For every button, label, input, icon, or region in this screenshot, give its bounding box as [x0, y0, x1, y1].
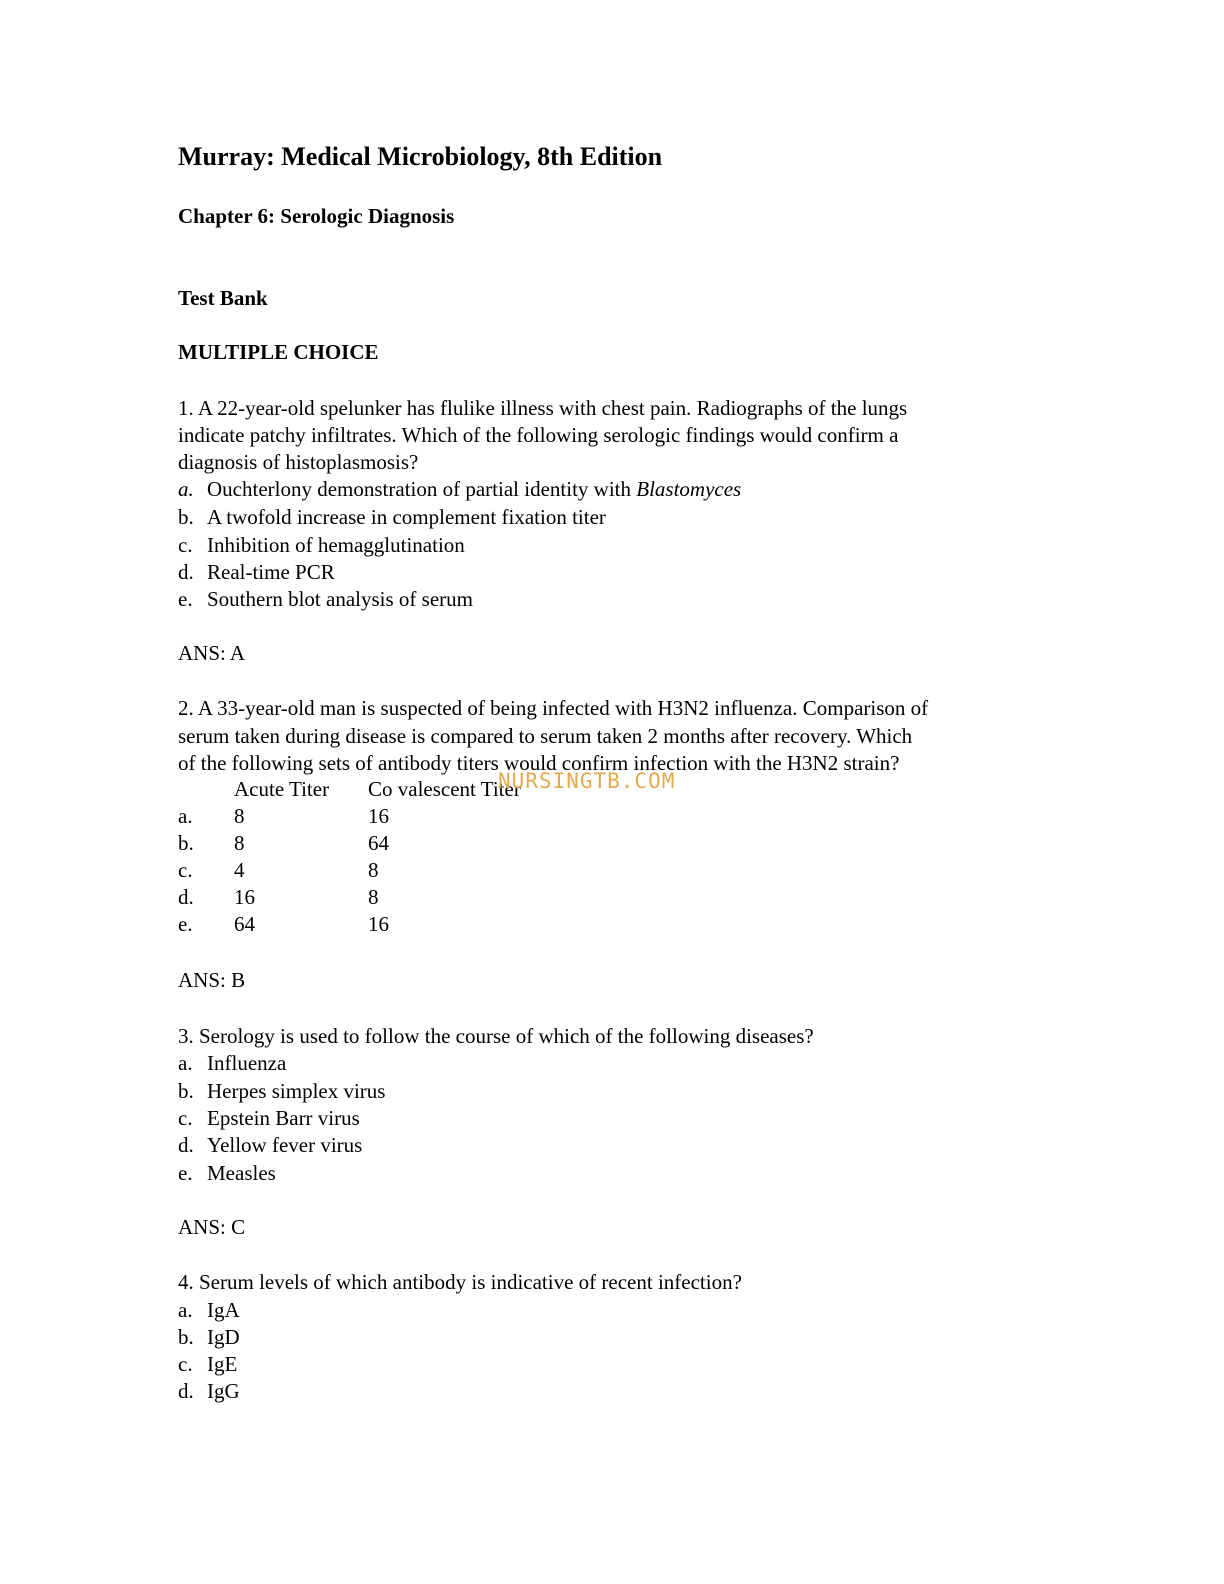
option-text: Epstein Barr virus	[207, 1106, 360, 1130]
q2-stem-line: serum taken during disease is compared to serum taken 2 months after recovery. Which	[178, 724, 913, 748]
table-header-acute: Acute Titer	[234, 777, 330, 801]
q2-answer: ANS: B	[178, 968, 246, 992]
q3-option-d	[178, 1135, 362, 1156]
q4-stem: 4. Serum levels of which antibody is indicative of recent infection?	[178, 1270, 742, 1294]
option-letter: a.	[178, 477, 194, 501]
q1-option-a	[178, 479, 741, 500]
q4-option-a	[178, 1300, 240, 1321]
option-letter: d.	[178, 560, 194, 584]
q1-option-e	[178, 589, 473, 610]
row-letter: c.	[178, 858, 193, 882]
q1-answer: ANS: A	[178, 641, 246, 665]
acute-value: 16	[234, 885, 255, 909]
acute-value: 8	[234, 831, 245, 855]
option-letter: b.	[178, 1079, 194, 1103]
option-letter: e.	[178, 587, 193, 611]
convalescent-value: 8	[368, 885, 379, 909]
option-text: A twofold increase in complement fixation titer	[207, 505, 606, 529]
q3-option-a	[178, 1053, 286, 1074]
q4-option-d	[178, 1381, 240, 1402]
option-text: IgA	[207, 1298, 240, 1322]
q1-option-b	[178, 507, 606, 528]
subsection-heading: MULTIPLE CHOICE	[178, 340, 379, 364]
section-heading: Test Bank	[178, 286, 268, 310]
q3-stem: 3. Serology is used to follow the course of which of the following diseases?	[178, 1024, 814, 1048]
q1-option-c	[178, 535, 465, 556]
convalescent-value: 8	[368, 858, 379, 882]
option-letter: a.	[178, 1051, 193, 1075]
q3-option-c	[178, 1108, 360, 1129]
watermark: NURSINGTB.COM	[498, 769, 676, 793]
option-letter: e.	[178, 1161, 193, 1185]
option-letter: c.	[178, 1352, 193, 1376]
row-letter: e.	[178, 912, 193, 936]
chapter-heading: Chapter 6: Serologic Diagnosis	[178, 204, 455, 228]
option-letter: c.	[178, 1106, 193, 1130]
option-text: Ouchterlony demonstration of partial identity with	[207, 477, 637, 501]
q2-stem-line: 2. A 33-year-old man is suspected of being infected with H3N2 influenza. Comparison of	[178, 696, 929, 720]
q1-stem-line: diagnosis of histoplasmosis?	[178, 450, 419, 474]
option-letter: d.	[178, 1379, 194, 1403]
q1-option-d	[178, 562, 335, 583]
q1-stem-line: 1. A 22-year-old spelunker has flulike illness with chest pain. Radiographs of the lungs	[178, 396, 908, 420]
table-header-convalescent: Co valescent Titer	[368, 777, 521, 801]
option-text: Measles	[207, 1161, 276, 1185]
q3-option-b	[178, 1081, 385, 1102]
option-text-italic: Blastomyces	[636, 477, 742, 501]
option-text: IgD	[207, 1325, 240, 1349]
row-letter: b.	[178, 831, 194, 855]
q1-stem-line: indicate patchy infiltrates. Which of the following serologic findings would confirm a	[178, 423, 899, 447]
option-letter: a.	[178, 1298, 193, 1322]
option-text: IgG	[207, 1379, 240, 1403]
q3-option-e	[178, 1163, 276, 1184]
option-letter: b.	[178, 505, 194, 529]
document-title: Murray: Medical Microbiology, 8th Edition	[178, 142, 663, 171]
q4-option-b	[178, 1327, 240, 1348]
row-letter: d.	[178, 885, 194, 909]
convalescent-value: 16	[368, 912, 389, 936]
acute-value: 64	[234, 912, 255, 936]
option-letter: d.	[178, 1133, 194, 1157]
acute-value: 4	[234, 858, 245, 882]
convalescent-value: 16	[368, 804, 389, 828]
option-text: IgE	[207, 1352, 238, 1376]
q3-answer: ANS: C	[178, 1215, 246, 1239]
row-letter: a.	[178, 804, 193, 828]
option-text: Herpes simplex virus	[207, 1079, 386, 1103]
q4-option-c	[178, 1354, 237, 1375]
convalescent-value: 64	[368, 831, 389, 855]
option-letter: b.	[178, 1325, 194, 1349]
option-text: Real-time PCR	[207, 560, 335, 584]
option-text: Yellow fever virus	[207, 1133, 363, 1157]
option-text: Inhibition of hemagglutination	[207, 533, 465, 557]
option-letter: c.	[178, 533, 193, 557]
option-text: Influenza	[207, 1051, 287, 1075]
q2-stem-line: of the following sets of antibody titers would confirm infection with the H3N2 strain?	[178, 751, 900, 775]
option-text: Southern blot analysis of serum	[207, 587, 473, 611]
acute-value: 8	[234, 804, 245, 828]
